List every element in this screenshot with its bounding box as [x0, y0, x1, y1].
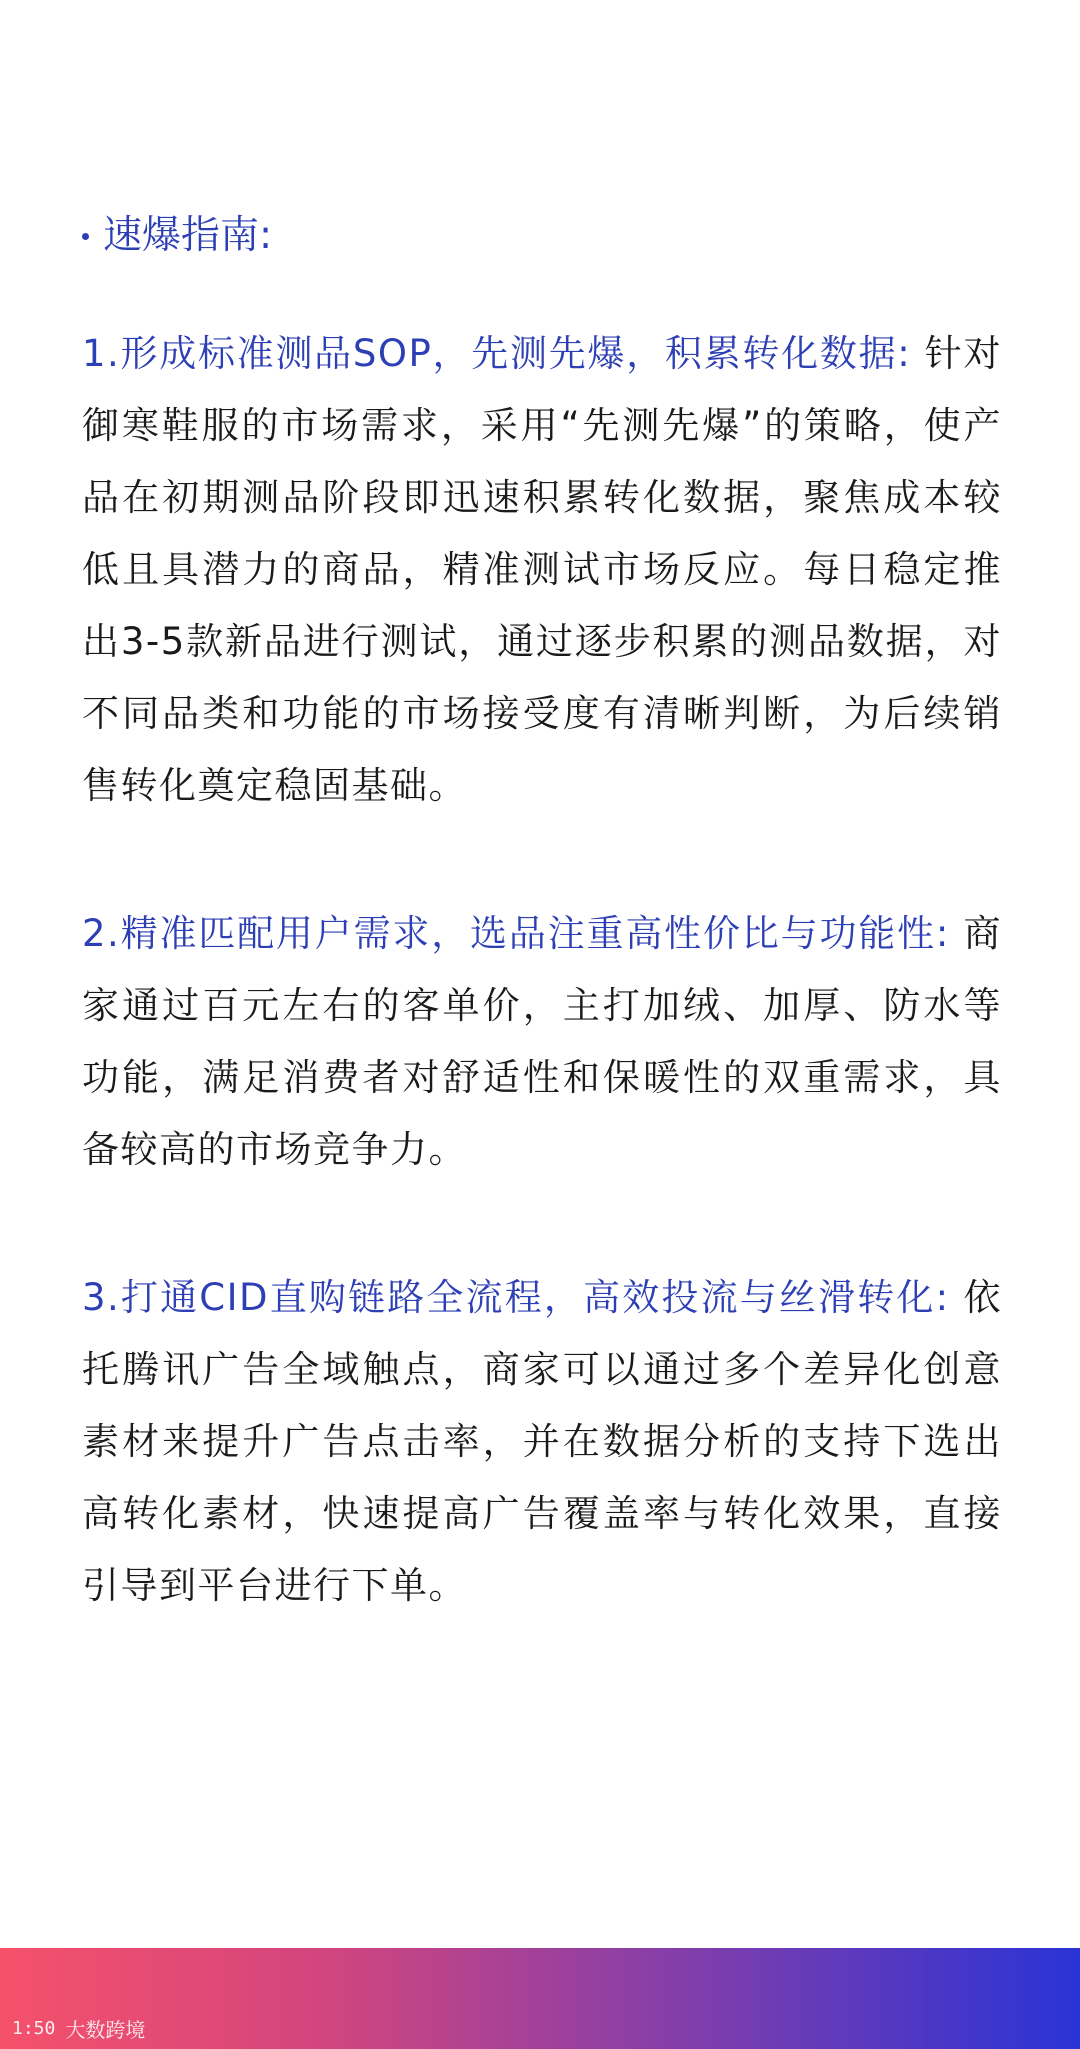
brand-logo-icon: 1:50	[12, 2018, 56, 2039]
heading-text: 速爆指南:	[103, 213, 273, 258]
gradient-footer-band	[0, 1948, 1080, 2049]
paragraph-3-lead: 3.打通CID直购链路全流程，高效投流与丝滑转化:	[82, 1276, 950, 1319]
paragraph-3-body: 依托腾讯广告全域触点，商家可以通过多个差异化创意素材来提升广告点击率，并在数据分析的支持下选出高转化素材，快速提高广告覆盖率与转化效果，直接引导到平台进行下单。	[82, 1276, 1002, 1607]
article	[82, 206, 1002, 1698]
paragraph-2-body: 商家通过百元左右的客单价，主打加绒、加厚、防水等功能，满足消费者对舒适性和保暖性的双重需求，具备较高的市场竞争力。	[82, 912, 1002, 1171]
paragraph-1-lead: 1.形成标准测品SOP，先测先爆，积累转化数据:	[82, 332, 912, 375]
section-heading	[82, 206, 1002, 266]
brand-name: 大数跨境	[65, 2018, 146, 2042]
paragraph-1	[82, 318, 1002, 822]
paragraph-2-lead: 2.精准匹配用户需求，选品注重高性价比与功能性:	[82, 912, 950, 955]
brand-watermark	[12, 2014, 145, 2043]
bullet-dot-icon	[82, 233, 89, 240]
paragraph-1-body: 针对御寒鞋服的市场需求，采用“先测先爆”的策略，使产品在初期测品阶段即迅速积累转化数据，聚焦成本较低且具潜力的商品，精准测试市场反应。每日稳定推出3-5款新品进行测试，通过逐步积累的测品数据，对不同品类和功能的市场接受度有清晰判断，为后续销售转化奠定稳固基础。	[82, 332, 1002, 807]
paragraph-2	[82, 898, 1002, 1186]
paragraph-3	[82, 1262, 1002, 1622]
